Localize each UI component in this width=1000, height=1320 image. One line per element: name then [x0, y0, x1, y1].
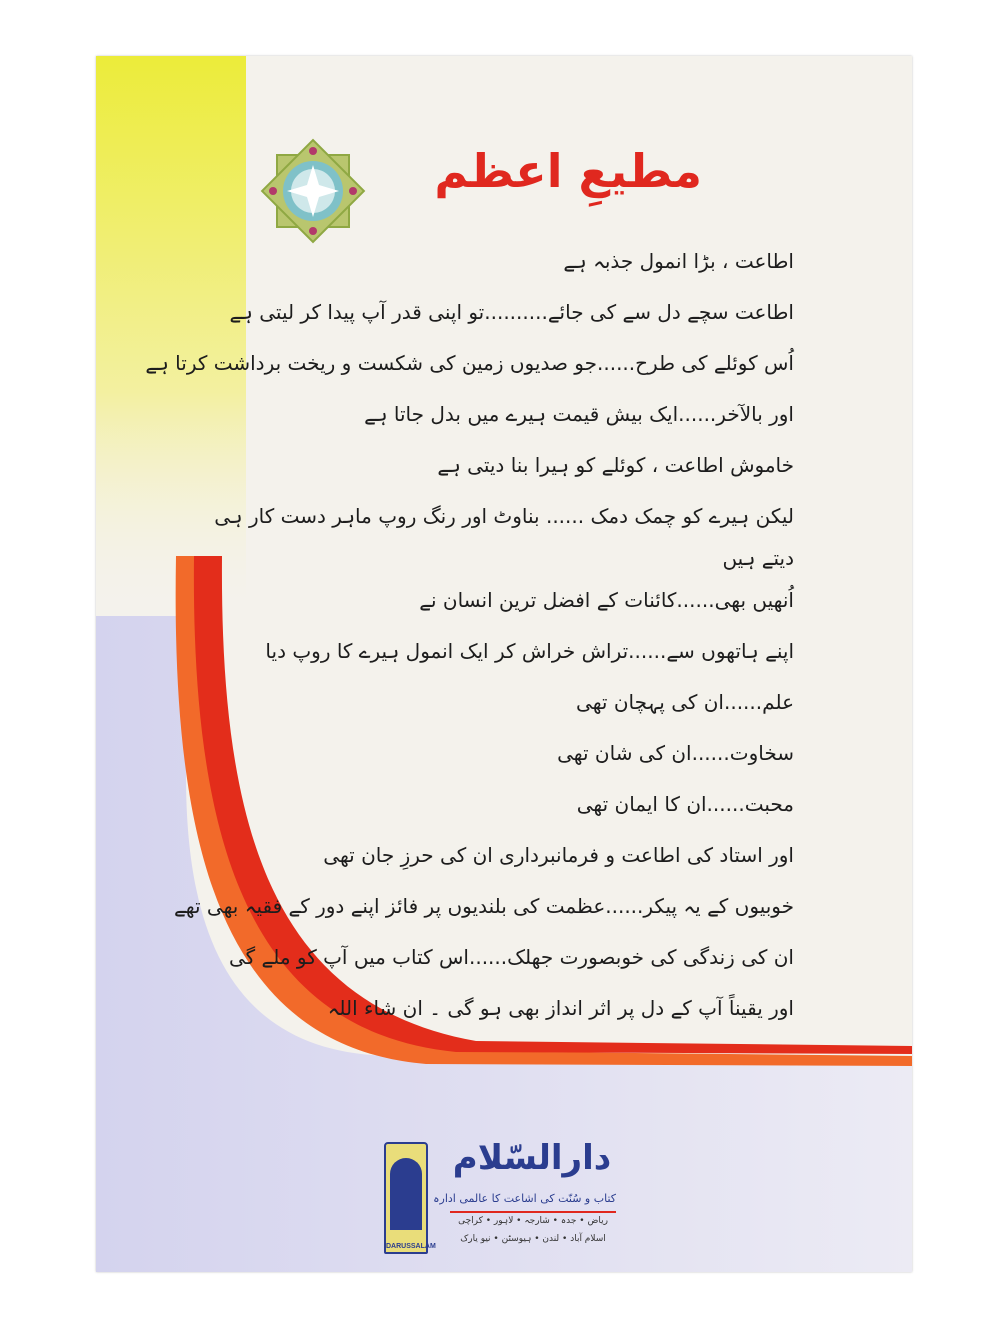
- publisher-cities-line-1: ریاض • جدہ • شارجہ • لاہور • کراچی: [458, 1216, 608, 1226]
- emblem-label: DARUSSALAM: [386, 1243, 436, 1250]
- poem-line: اپنے ہاتھوں سے......تراش خراش کر ایک انمول ہیرے کا روپ دیا: [265, 639, 794, 663]
- tagline-rule: [450, 1211, 616, 1213]
- poem-line: خاموش اطاعت ، کوئلے کو ہیرا بنا دیتی ہے: [437, 453, 794, 477]
- poem-line: اور استاد کی اطاعت و فرمانبرداری ان کی حرزِ جان تھی: [323, 843, 794, 867]
- poem-line: خوبیوں کے یہ پیکر......عظمت کی بلندیوں پر فائز اپنے دور کے فقیہ بھی تھے: [174, 894, 794, 918]
- publisher-tagline: کتاب و سُنّت کی اشاعت کا عالمی ادارہ: [433, 1192, 616, 1205]
- book-dome-emblem-icon: [384, 1142, 436, 1254]
- poem-line: دیتے ہیں: [722, 546, 794, 570]
- publisher-footer: [96, 1132, 912, 1272]
- publisher-name: دارالسّلام: [452, 1138, 612, 1178]
- book-title: مطیعِ اعظم: [434, 144, 702, 198]
- poem-line: ان کی زندگی کی خوبصورت جھلک......اس کتاب میں آپ کو ملے گی: [228, 945, 794, 969]
- poem-line: اُس کوئلے کی طرح......جو صدیوں زمین کی شکست و ریخت برداشت کرتا ہے: [145, 351, 794, 375]
- emblem-arch: [390, 1158, 422, 1230]
- poem-line: علم......ان کی پہچان تھی: [576, 690, 794, 714]
- poem-line: اور بالآخر......ایک بیش قیمت ہیرے میں بدل جاتا ہے: [364, 402, 794, 426]
- poem-line: اطاعت سچے دل سے کی جائے..........تو اپنی قدر آپ پیدا کر لیتی ہے: [229, 300, 794, 324]
- poem-line: اُنھیں بھی......کائنات کے افضل ترین انسان نے: [419, 588, 794, 612]
- star-rosette-icon: [258, 136, 368, 246]
- poem-line: اور یقیناً آپ کے دل پر اثر انداز بھی ہو گی ۔ ان شاء اللہ: [327, 996, 794, 1020]
- book-back-cover: [96, 56, 912, 1272]
- poem-line: اطاعت ، بڑا انمول جذبہ ہے: [563, 249, 794, 273]
- poem-line: محبت......ان کا ایمان تھی: [576, 792, 794, 816]
- poem-text: [145, 246, 794, 1044]
- publisher-cities-line-2: اسلام آباد • لندن • ہیوسٹن • نیو یارک: [460, 1234, 606, 1244]
- poem-line: سخاوت......ان کی شان تھی: [557, 741, 794, 765]
- poem-line: لیکن ہیرے کو چمک دمک ...... بناوٹ اور رنگ روپ ماہر دست کار ہی: [214, 504, 794, 528]
